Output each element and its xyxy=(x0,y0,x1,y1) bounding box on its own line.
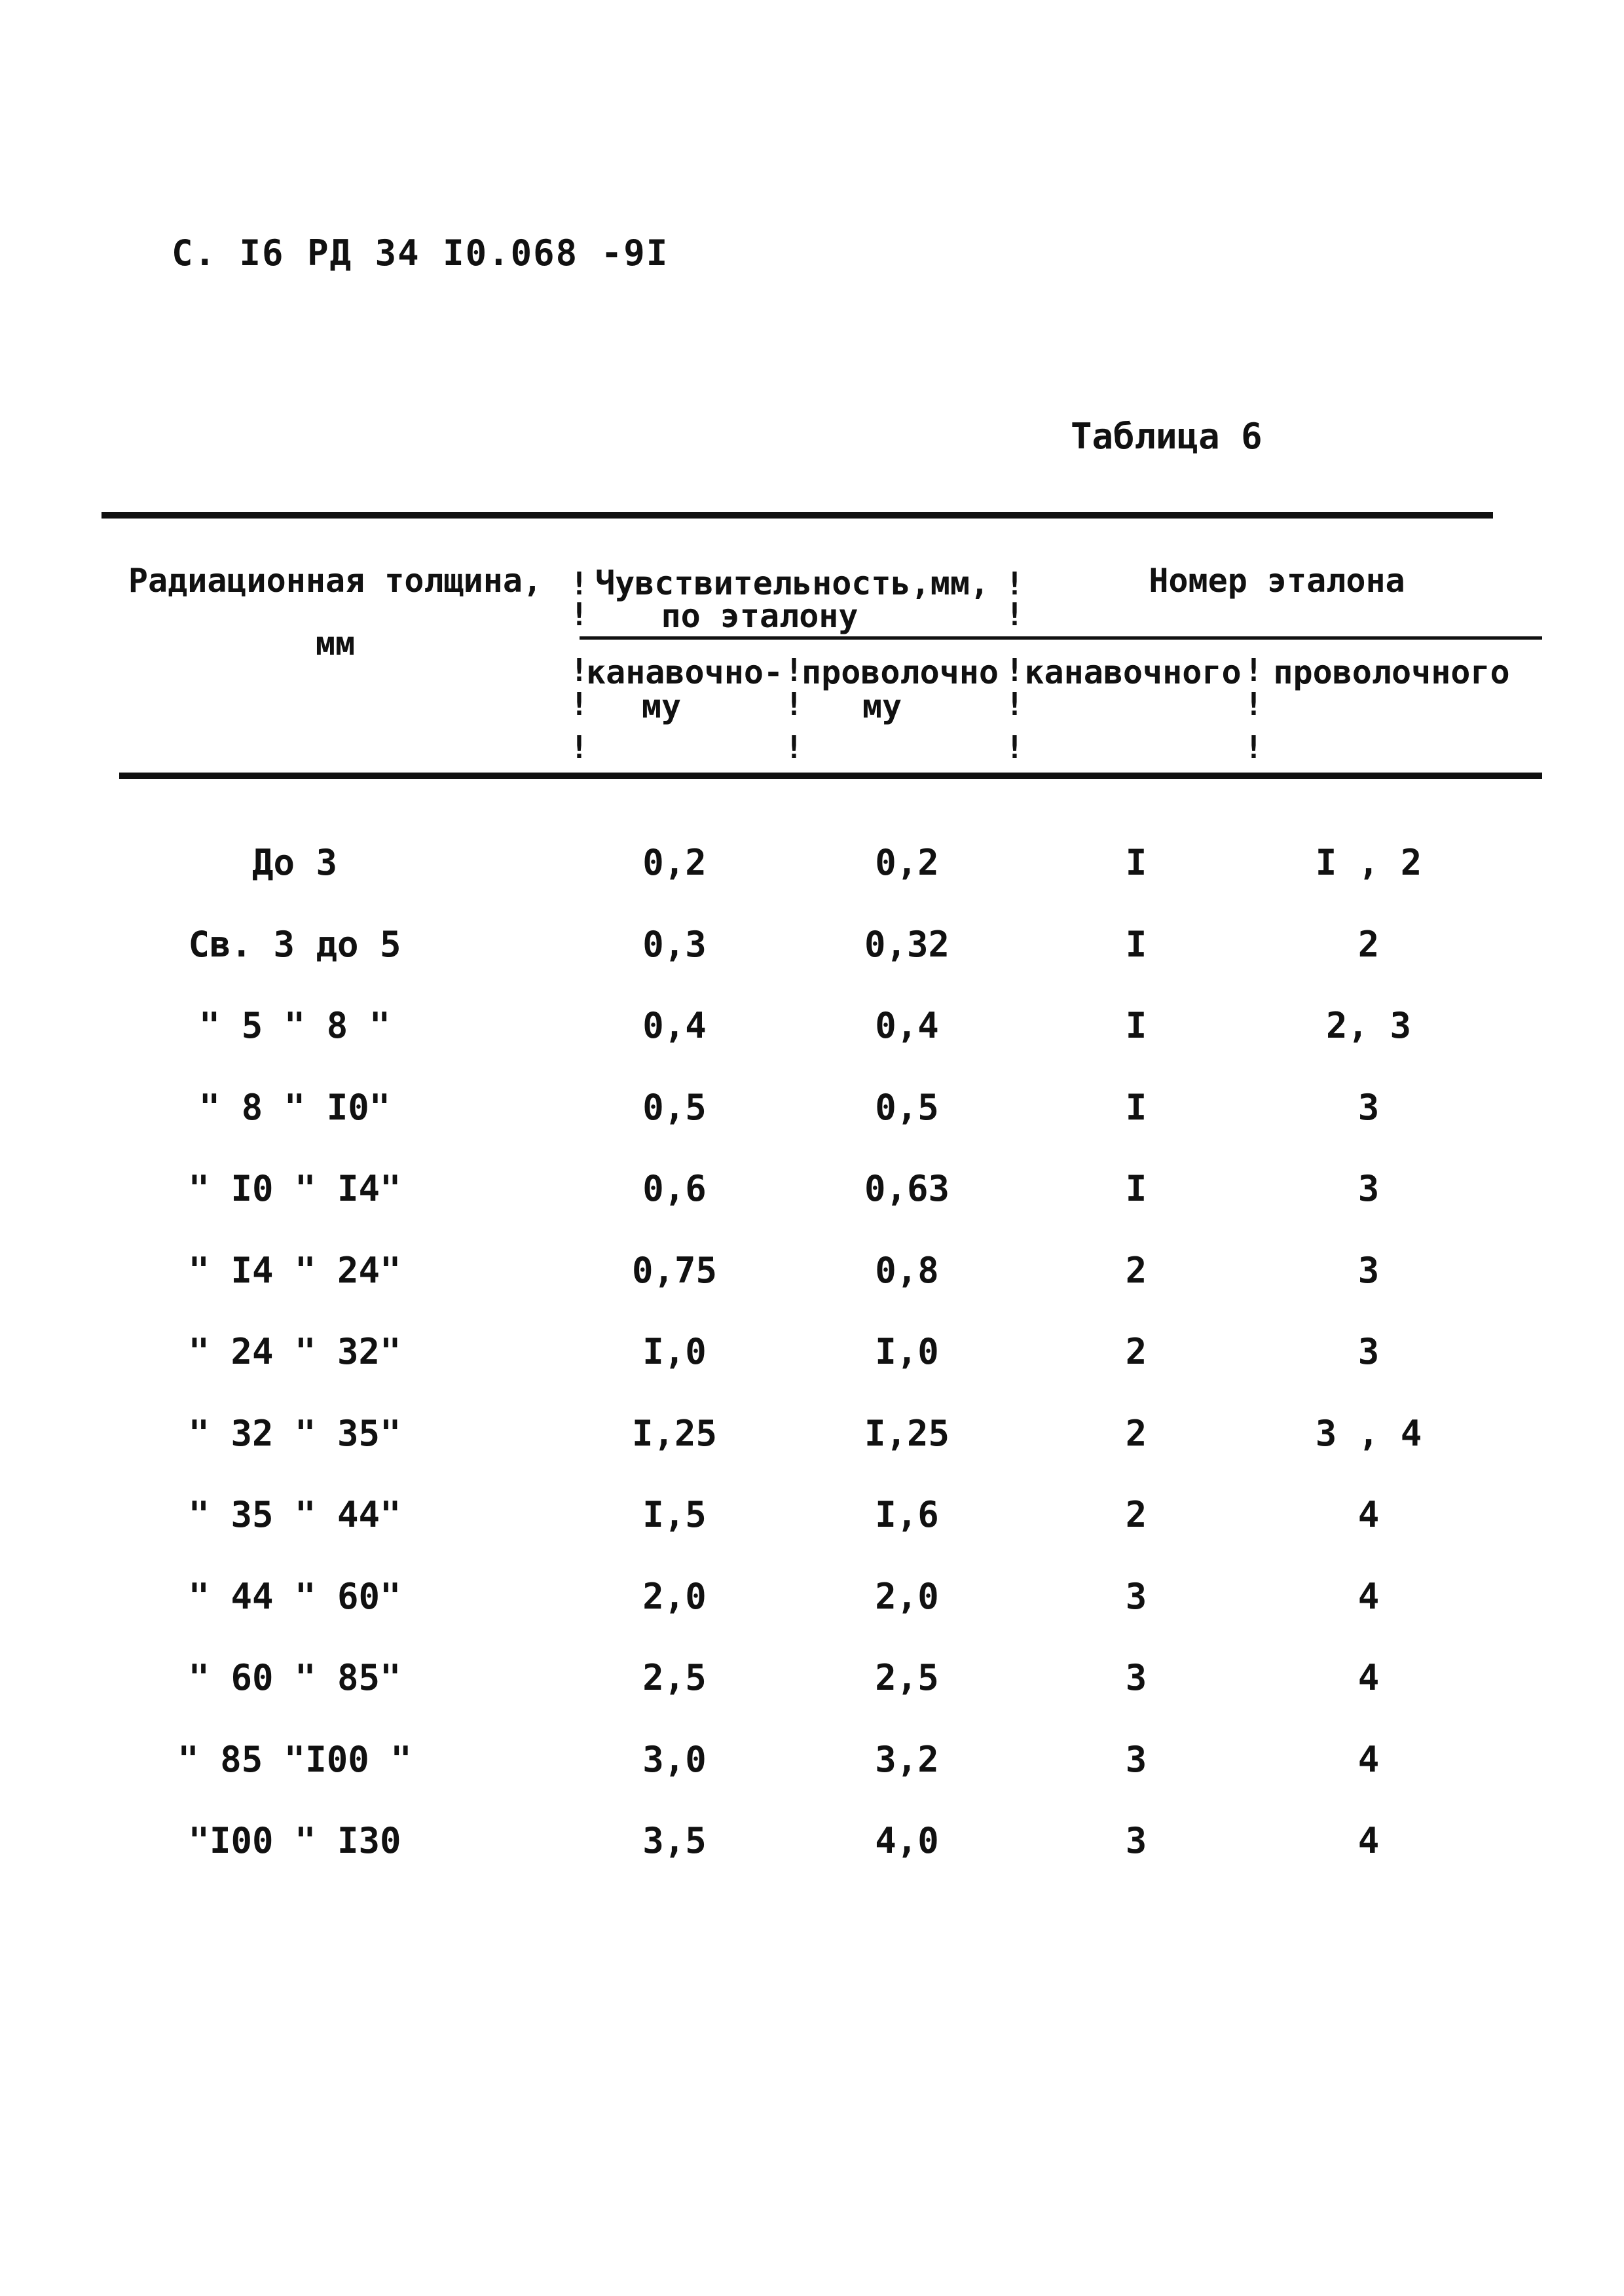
table-row xyxy=(0,1166,1624,1212)
cell-groove-standard: 3 xyxy=(1125,1576,1147,1617)
cell-wire-standard: 3 xyxy=(1357,1168,1380,1209)
cell-groove-standard: 2 xyxy=(1125,1331,1147,1372)
cell-thickness: " 24 " 32" xyxy=(188,1331,401,1372)
header-wire-line2: му xyxy=(862,687,902,725)
table-caption: Таблица 6 xyxy=(1071,416,1263,457)
table-row xyxy=(0,1003,1624,1049)
cell-wire-sensitivity: I,0 xyxy=(875,1331,939,1372)
table-row xyxy=(0,1492,1624,1538)
header-divider: ! xyxy=(784,686,803,723)
header-standard-groove: канавочного xyxy=(1024,653,1242,691)
header-divider: ! xyxy=(1005,686,1024,723)
cell-groove-sensitivity: 0,75 xyxy=(631,1250,718,1291)
cell-thickness: " 5 " 8 " xyxy=(198,1005,391,1046)
cell-thickness: " 8 " I0" xyxy=(198,1087,391,1128)
header-sensitivity-line1: Чувствительность,мм, xyxy=(595,564,990,602)
header-standard-number: Номер эталона xyxy=(1149,562,1405,600)
cell-wire-sensitivity: 0,5 xyxy=(875,1087,939,1128)
cell-groove-standard: I xyxy=(1125,924,1147,965)
cell-groove-standard: 2 xyxy=(1125,1413,1147,1454)
cell-groove-sensitivity: I,5 xyxy=(642,1494,707,1535)
cell-groove-sensitivity: I,25 xyxy=(631,1413,718,1454)
header-thickness-line1: Радиационная толщина, xyxy=(128,562,543,600)
table-row xyxy=(0,1655,1624,1701)
cell-wire-standard: 2, 3 xyxy=(1325,1005,1412,1046)
table-row xyxy=(0,1248,1624,1294)
table-row xyxy=(0,1737,1624,1783)
header-divider: ! xyxy=(570,686,589,723)
header-divider: ! xyxy=(570,596,589,633)
cell-thickness: " 32 " 35" xyxy=(188,1413,401,1454)
cell-wire-standard: 4 xyxy=(1357,1576,1380,1617)
table-row xyxy=(0,922,1624,968)
cell-groove-standard: I xyxy=(1125,1087,1147,1128)
cell-thickness: " I0 " I4" xyxy=(188,1168,401,1209)
cell-groove-standard: 2 xyxy=(1125,1494,1147,1535)
cell-wire-standard: 4 xyxy=(1357,1494,1380,1535)
cell-groove-sensitivity: 2,0 xyxy=(642,1576,707,1617)
table-row xyxy=(0,840,1624,886)
header-wire-line1: проволочно xyxy=(801,653,999,691)
cell-groove-standard: 2 xyxy=(1125,1250,1147,1291)
cell-wire-standard: 4 xyxy=(1357,1739,1380,1780)
header-divider: ! xyxy=(1244,729,1263,766)
cell-groove-standard: 3 xyxy=(1125,1739,1147,1780)
header-standard-wire: проволочного xyxy=(1273,653,1510,691)
cell-wire-sensitivity: 2,5 xyxy=(875,1657,939,1698)
cell-groove-sensitivity: 0,4 xyxy=(642,1005,707,1046)
cell-wire-sensitivity: 0,8 xyxy=(875,1250,939,1291)
table-row xyxy=(0,1574,1624,1620)
cell-wire-sensitivity: 3,2 xyxy=(875,1739,939,1780)
cell-wire-standard: I , 2 xyxy=(1315,842,1422,883)
cell-wire-sensitivity: I,6 xyxy=(875,1494,939,1535)
header-divider: ! xyxy=(570,566,589,602)
cell-wire-standard: 3 xyxy=(1357,1250,1380,1291)
cell-groove-sensitivity: 0,2 xyxy=(642,842,707,883)
cell-groove-sensitivity: I,0 xyxy=(642,1331,707,1372)
cell-thickness: " 44 " 60" xyxy=(188,1576,401,1617)
cell-groove-sensitivity: 3,0 xyxy=(642,1739,707,1780)
cell-groove-standard: I xyxy=(1125,842,1147,883)
cell-groove-sensitivity: 3,5 xyxy=(642,1820,707,1861)
table-row xyxy=(0,1818,1624,1864)
header-thickness-line2: мм xyxy=(315,625,356,663)
cell-wire-standard: 4 xyxy=(1357,1657,1380,1698)
cell-groove-sensitivity: 2,5 xyxy=(642,1657,707,1698)
cell-wire-sensitivity: 0,63 xyxy=(864,1168,950,1209)
header-groove-line1: канавочно- xyxy=(586,653,784,691)
cell-groove-standard: 3 xyxy=(1125,1820,1147,1861)
header-mid-rule xyxy=(580,636,1542,640)
cell-wire-sensitivity: 0,4 xyxy=(875,1005,939,1046)
cell-groove-standard: I xyxy=(1125,1168,1147,1209)
cell-wire-sensitivity: 2,0 xyxy=(875,1576,939,1617)
cell-wire-sensitivity: 0,32 xyxy=(864,924,950,965)
table-header-bottom-rule xyxy=(119,773,1542,779)
header-sensitivity-line2: по эталону xyxy=(661,597,858,635)
cell-wire-sensitivity: I,25 xyxy=(864,1413,950,1454)
cell-wire-standard: 3 xyxy=(1357,1331,1380,1372)
header-divider: ! xyxy=(1244,652,1263,689)
cell-groove-standard: I xyxy=(1125,1005,1147,1046)
cell-thickness: " I4 " 24" xyxy=(188,1250,401,1291)
cell-thickness: До 3 xyxy=(251,842,338,883)
cell-thickness: " 35 " 44" xyxy=(188,1494,401,1535)
cell-wire-standard: 2 xyxy=(1357,924,1380,965)
header-divider: ! xyxy=(570,652,589,689)
cell-wire-standard: 3 xyxy=(1357,1087,1380,1128)
cell-wire-sensitivity: 0,2 xyxy=(875,842,939,883)
header-divider: ! xyxy=(1244,686,1263,723)
cell-wire-sensitivity: 4,0 xyxy=(875,1820,939,1861)
table-row xyxy=(0,1411,1624,1457)
cell-thickness: "I00 " I30 xyxy=(188,1820,401,1861)
table-row xyxy=(0,1085,1624,1131)
header-groove-line2: му xyxy=(641,687,682,725)
table-top-rule xyxy=(101,512,1493,519)
header-divider: ! xyxy=(1005,566,1024,602)
page-header: С. I6 РД 34 I0.068 -9I xyxy=(172,232,669,274)
header-divider: ! xyxy=(570,729,589,766)
cell-thickness: " 85 "I00 " xyxy=(177,1739,412,1780)
header-divider: ! xyxy=(1005,652,1024,689)
cell-wire-standard: 3 , 4 xyxy=(1315,1413,1422,1454)
table-row xyxy=(0,1329,1624,1375)
header-divider: ! xyxy=(1005,596,1024,633)
header-divider: ! xyxy=(1005,729,1024,766)
cell-wire-standard: 4 xyxy=(1357,1820,1380,1861)
cell-thickness: " 60 " 85" xyxy=(188,1657,401,1698)
cell-groove-sensitivity: 0,5 xyxy=(642,1087,707,1128)
cell-groove-sensitivity: 0,3 xyxy=(642,924,707,965)
cell-groove-sensitivity: 0,6 xyxy=(642,1168,707,1209)
cell-groove-standard: 3 xyxy=(1125,1657,1147,1698)
cell-thickness: Св. 3 до 5 xyxy=(188,924,401,965)
header-divider: ! xyxy=(784,729,803,766)
header-divider: ! xyxy=(784,652,803,689)
